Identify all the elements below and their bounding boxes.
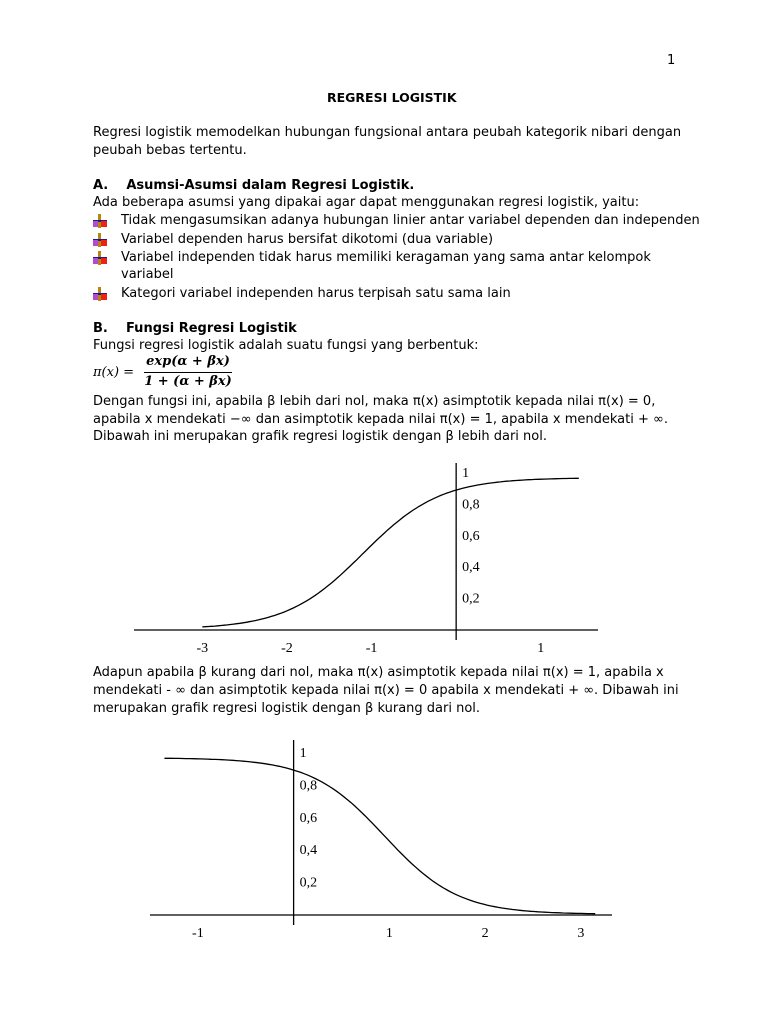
para1-line-1: Dengan fungsi ini, apabila β lebih dari nol, maka π(x) asimptotik kepada nilai π(x) = 0, bbox=[93, 394, 656, 409]
formula-lhs: π(x) = bbox=[93, 365, 135, 380]
formula-denominator: 1 + (α + βx) bbox=[144, 374, 232, 389]
bullet-item: Variabel independen tidak harus memiliki keragaman yang sama antar kelompok bbox=[121, 250, 651, 265]
section-a-heading: A. Asumsi-Asumsi dalam Regresi Logistik. bbox=[93, 178, 415, 193]
formula-fraction-bar bbox=[144, 372, 232, 373]
x-tick-label: -1 bbox=[192, 926, 204, 940]
section-b-heading: B. Fungsi Regresi Logistik bbox=[93, 321, 297, 336]
y-tick-label: 0,4 bbox=[462, 560, 480, 576]
x-tick-label: 1 bbox=[537, 641, 545, 656]
para2-line-2: mendekati - ∞ dan asimptotik kepada nilai π(x) = 0 apabila x mendekati + ∞. Dibawah ini bbox=[93, 683, 679, 698]
intro-line-1: Regresi logistik memodelkan hubungan fungsional antara peubah kategorik nibari dengan bbox=[93, 125, 682, 140]
y-tick-label: 0,6 bbox=[299, 810, 318, 826]
x-tick-label: -2 bbox=[281, 641, 293, 656]
bullet-item-continuation: variabel bbox=[121, 267, 174, 282]
x-tick-label: -3 bbox=[196, 641, 209, 656]
x-tick-label: 3 bbox=[577, 926, 585, 940]
para1-line-3: Dibawah ini merupakan grafik regresi logistik dengan β lebih dari nol. bbox=[93, 429, 547, 444]
y-tick-label: 0,2 bbox=[299, 875, 318, 891]
section-a-lead: Ada beberapa asumsi yang dipakai agar dapat menggunakan regresi logistik, yaitu: bbox=[93, 195, 640, 210]
para2-line-3: merupakan grafik regresi logistik dengan β kurang dari nol. bbox=[93, 701, 481, 716]
x-tick-label: -1 bbox=[365, 641, 378, 656]
chart-positive-beta bbox=[120, 455, 620, 660]
page-number: 1 bbox=[667, 53, 676, 68]
logistic-curve bbox=[202, 478, 579, 627]
bullet-icon bbox=[93, 287, 107, 301]
formula-numerator: exp(α + βx) bbox=[146, 354, 230, 369]
chart-negative-beta bbox=[130, 735, 630, 940]
y-tick-label: 0,8 bbox=[299, 778, 318, 794]
logistic-curve bbox=[164, 758, 595, 913]
bullet-item: Variabel dependen harus bersifat dikotomi (dua variable) bbox=[121, 232, 494, 247]
y-tick-label: 0,4 bbox=[299, 843, 318, 859]
page-title: REGRESI LOGISTIK bbox=[327, 90, 457, 105]
x-tick-label: 1 bbox=[385, 926, 393, 940]
y-tick-label: 0,2 bbox=[462, 591, 480, 607]
x-tick-label: 2 bbox=[481, 926, 489, 940]
para2-line-1: Adapun apabila β kurang dari nol, maka π(x) asimptotik kepada nilai π(x) = 1, apabila x bbox=[93, 665, 664, 680]
bullet-icon bbox=[93, 214, 107, 228]
y-tick-label: 1 bbox=[299, 746, 307, 761]
para1-line-2: apabila x mendekati −∞ dan asimptotik kepada nilai π(x) = 1, apabila x mendekati + ∞. bbox=[93, 412, 668, 427]
y-tick-label: 1 bbox=[462, 466, 470, 481]
intro-line-2: peubah bebas tertentu. bbox=[93, 143, 247, 158]
bullet-icon bbox=[93, 233, 107, 247]
bullet-item: Tidak mengasumsikan adanya hubungan linier antar variabel dependen dan independen bbox=[121, 213, 700, 228]
bullet-item: Kategori variabel independen harus terpisah satu sama lain bbox=[121, 286, 511, 301]
section-b-lead: Fungsi regresi logistik adalah suatu fungsi yang berbentuk: bbox=[93, 338, 479, 353]
bullet-icon bbox=[93, 251, 107, 265]
y-tick-label: 0,6 bbox=[462, 528, 480, 544]
y-tick-label: 0,8 bbox=[462, 497, 480, 513]
